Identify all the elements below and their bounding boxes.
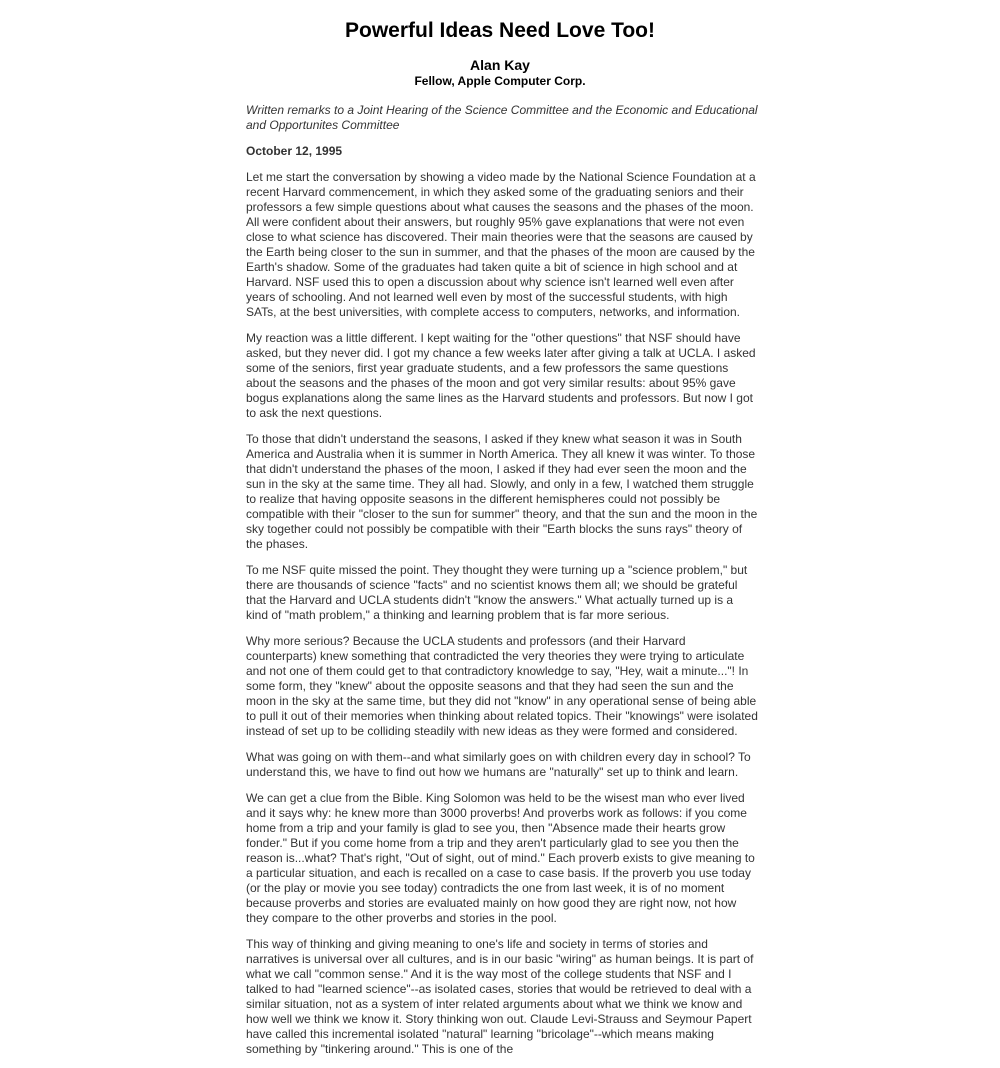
- document-body: [246, 103, 758, 1068]
- paragraph-5: Why more serious? Because the UCLA students and professors (and their Harvard counterparts) knew something that contradicted the very theories they were trying to articulate and not one of them could get to that contradictory knowledge to say, "Hey, wait a minute..."! In some form, they "knew" about the opposite seasons and that they had seen the sun and the moon in the sky at the same time, but they did not "know" in any operational sense of being able to pull it out of their memories when thinking about related topics. Their "knowings" were isolated instead of set up to be colliding steadily with new ideas as they were formed and considered.: [246, 634, 758, 738]
- paragraph-7: We can get a clue from the Bible. King Solomon was held to be the wisest man who ever lived and it says why: he knew more than 3000 proverbs! And proverbs work as follows: if you come home from a trip and your family is glad to see you, then "Absence made their hearts grow fonder." But if you come home from a trip and they aren't particularly glad to see you then the reason is...what? That's right, "Out of sight, out of mind." Each proverb exists to give meaning to a particular situation, and each is recalled on a case to case basis. If the proverb you use today (or the play or movie you see today) contradicts the one from last week, it is of no moment because proverbs and stories are evaluated mainly on how good they are right now, not how they compare to the other proverbs and stories in the pool.: [246, 791, 755, 925]
- paragraph-8: This way of thinking and giving meaning to one's life and society in terms of stories and narratives is universal over all cultures, and is in our basic "wiring" as human beings. It is part of what we call "common sense." And it is the way most of the college students that NSF and I talked to had "learned science"--as isolated cases, stories that would be retrieved to deal with a similar situation, not as a system of inter related arguments about what we think we know and how well we think we know it. Story thinking won out. Claude Levi-Strauss and Seymour Papert have called this incremental isolated "natural" learning "bricolage"--which means making something by "tinkering around." This is one of the: [246, 937, 754, 1056]
- paragraph-2: My reaction was a little different. I kept waiting for the "other questions" that NSF should have asked, but they never did. I got my chance a few weeks later after giving a talk at UCLA. I asked some of the seniors, first year graduate students, and a few professors the same questions about the seasons and the phases of the moon and got very similar results: about 95% gave bogus explanations along the same lines as the Harvard students and professors. But now I got to ask the next questions.: [246, 331, 756, 420]
- author-affiliation: Fellow, Apple Computer Corp.: [414, 74, 586, 88]
- paragraph-4: To me NSF quite missed the point. They thought they were turning up a "science problem," but there are thousands of science "facts" and no scientist knows them all; we should be grateful that the Harvard and UCLA students didn't "know the answers." What actually turned up is a kind of "math problem," a thinking and learning problem that is far more serious.: [246, 563, 748, 622]
- document-date: October 12, 1995: [246, 144, 343, 158]
- document-subtitle: Written remarks to a Joint Hearing of the Science Committee and the Economic and Educational and Opportunites Committee: [246, 103, 758, 132]
- paragraph-1: Let me start the conversation by showing a video made by the National Science Foundation at a recent Harvard commencement, in which they asked some of the graduating seniors and their professors a few simple questions about what causes the seasons and the phases of the moon. All were confident about their answers, but roughly 95% gave explanations that were not even close to what science has discovered. Their main theories were that the seasons are caused by the Earth being closer to the sun in summer, and that the phases of the moon are caused by the Earth's shadow. Some of the graduates had taken quite a bit of science in high school and at Harvard. NSF used this to open a discussion about why science isn't learned well even after years of schooling. And not learned well even by most of the successful students, with high SATs, at the best universities, with complete access to computers, networks, and information.: [246, 170, 756, 319]
- paragraph-6: What was going on with them--and what similarly goes on with children every day in school? To understand this, we have to find out how we humans are "naturally" set up to think and learn.: [246, 750, 751, 779]
- author-name: Alan Kay: [470, 57, 530, 73]
- paragraph-3: To those that didn't understand the seasons, I asked if they knew what season it was in South America and Australia when it is summer in North America. They all knew it was winter. To those that didn't understand the phases of the moon, I asked if they had ever seen the moon and the sun in the sky at the same time. They all had. Slowly, and only in a few, I watched them struggle to realize that having opposite seasons in the different hemispheres could not possibly be compatible with their "closer to the sun for summer" theory, and that the sun and the moon in the sky together could not possibly be compatible with their "Earth blocks the suns rays" theory of the phases.: [246, 432, 758, 551]
- document-title: Powerful Ideas Need Love Too!: [345, 19, 655, 42]
